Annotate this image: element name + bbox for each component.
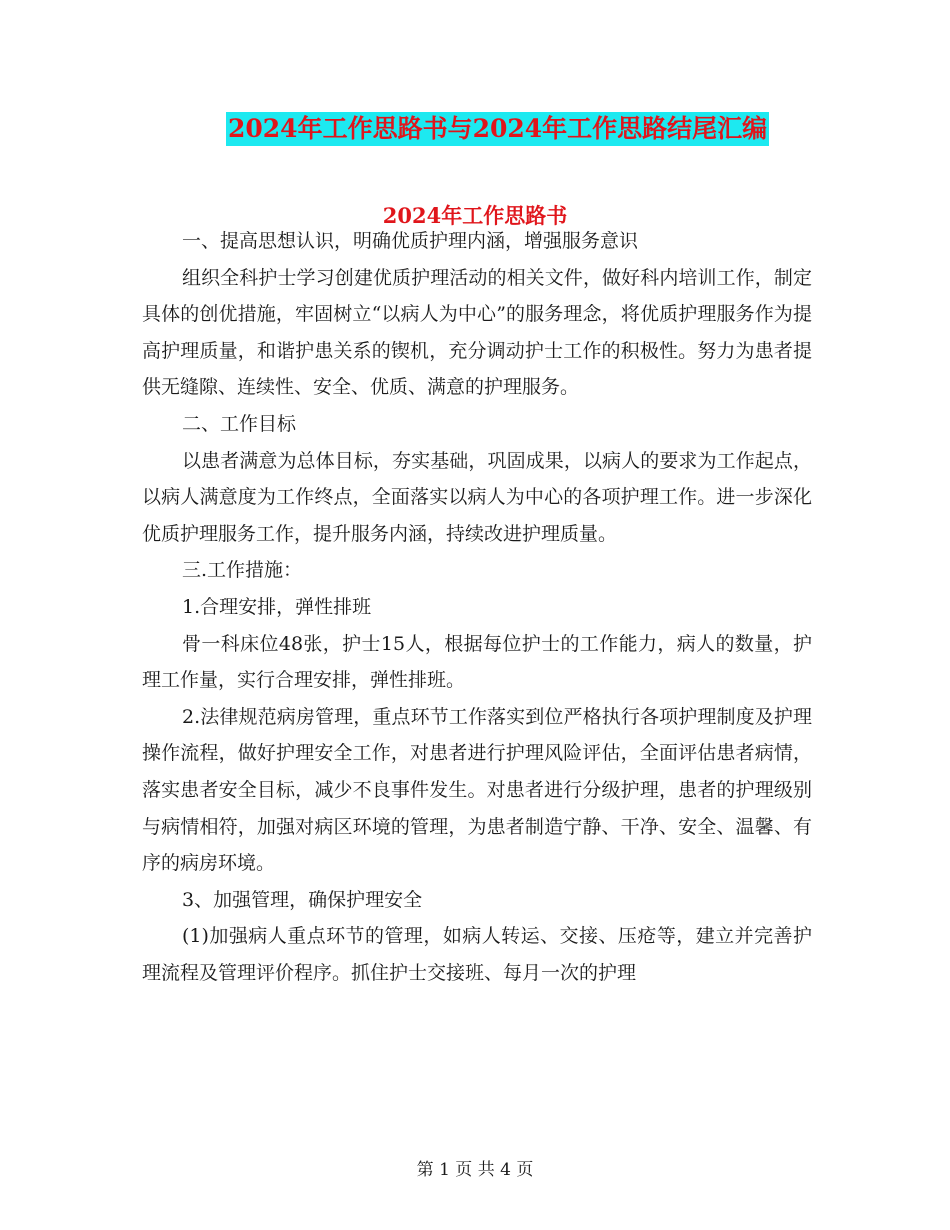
document-title: 2024年工作思路书与2024年工作思路结尾汇编: [226, 112, 769, 146]
subheading-2: 3、加强管理，确保护理安全: [182, 888, 423, 911]
paragraph-3: 骨一科床位48张，护士15人，根据每位护士的工作能力，病人的数量，护理工作量，实行合理安排，弹性排班。: [142, 632, 812, 692]
heading-3: 三.工作措施：: [182, 559, 303, 582]
page-footer: 第 1 页 共 4 页: [416, 1160, 534, 1180]
paragraph-1: 组织全科护士学习创建优质护理活动的相关文件，做好科内培训工作，制定具体的创优措施，牢固树立“以病人为中心”的服务理念，将优质护理服务作为提高护理质量，和谐护患关系的锲机，充分调动护士工作的积极性。努力为患者提供无缝隙、连续性、安全、优质、满意的护理服务。: [142, 266, 812, 399]
paragraph-2: 以患者满意为总体目标，夯实基础，巩固成果，以病人的要求为工作起点，以病人满意度为工作终点，全面落实以病人为中心的各项护理工作。进一步深化优质护理服务工作，提升服务内涵，持续改进护理质量。: [142, 449, 812, 545]
section-title: 2024年工作思路书: [382, 203, 568, 228]
heading-1: 一、提高思想认识，明确优质护理内涵，增强服务意识: [182, 230, 639, 252]
document-body: [142, 223, 812, 991]
subheading-1: 1.合理安排，弹性排班: [182, 595, 372, 618]
paragraph-4: 2.法律规范病房管理，重点环节工作落实到位严格执行各项护理制度及护理操作流程，做好护理安全工作，对患者进行护理风险评估，全面评估患者病情，落实患者安全目标，减少不良事件发生。对患者进行分级护理，患者的护理级别与病情相符，加强对病区环境的管理，为患者制造宁静、干净、安全、温馨、有序的病房环境。: [142, 705, 812, 875]
heading-2: 二、工作目标: [182, 412, 297, 435]
paragraph-5: (1)加强病人重点环节的管理，如病人转运、交接、压疮等，建立并完善护理流程及管理评价程序。抓住护士交接班、每月一次的护理: [142, 925, 812, 984]
